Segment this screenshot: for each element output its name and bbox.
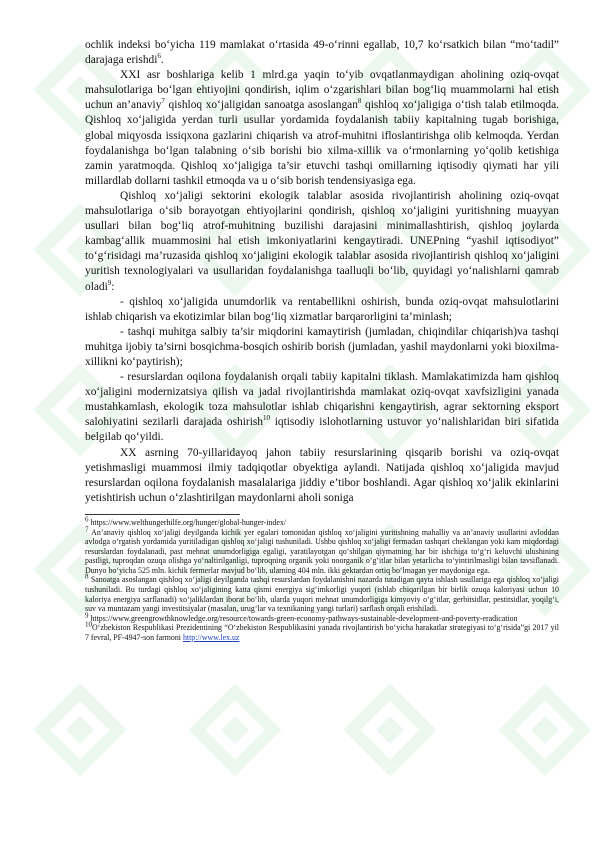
body-paragraph (85, 325, 559, 370)
footnote-item (85, 611, 559, 624)
text-run: XX asrning 70-yillaridayoq jahon tabiiy resurslarining qisqarib borishi va oziq-ovqat yetishmasligi muammosi ilmiy tadqiqotlar obyektiga aylandi. Natijada qishloq xo‘jaligida mavjud resurslardan oqilona foydalanish masalalariga jiddiy e’tibor boshlandi. Agar qishloq xo‘jalik ekinlarini yetishtirish uchun o‘zlashtirilgan maydonlarni aholi soniga (85, 446, 559, 504)
footnote-ref: 7 (161, 97, 165, 106)
text-run: XXI asr boshlariga kelib 1 mlrd.ga yaqin to‘yib ovqatlanmaydigan aholining oziq-ovqat mahsulotlariga bo‘lgan ehtiyojini qondirish, iqlim o‘zgarishlari bilan bog‘liq muammolarni hal etish uchun an’anaviy (85, 69, 559, 112)
footnote-separator (85, 514, 240, 515)
body-paragraph (85, 68, 559, 189)
body-paragraph (85, 295, 559, 325)
footnote-ref: 6 (157, 52, 161, 61)
text-run: Qishloq xo‘jaligi sektorini ekologik talablar asosida rivojlantirish aholining oziq-ovqat mahsulotlariga o‘sib borayotgan ehtiyojlarini qondirish, qishloq xo‘jaligini yuritishning muayyan usullari bilan bog‘liq atrof-muhitning buzilishi darajasini minimallashtirish, qishloq joylarda kambag‘allik muammosini hal etish imkoniyatlarini kengaytiradi. UNEPning “yashil iqtisodiyot” to‘g‘risidagi ma’ruzasida qishloq xo‘jaligini ekologik talablar asosida rivojlantirish qishloq xo‘jaligini yuritish texnologiyalari va usullaridan foydalanishga taalluqli bo‘lib, quyidagi yo‘nalishlarni qamrab oladi (85, 189, 559, 293)
text-run: An’anaviy qishloq xo‘jaligi deyilganda kichik yer egalari tomonidan qishloq xo‘jaligini yuritishning mahalliy va an’anaviy usullarini avloddan avlodga o‘rgatish yordamida yuritiladigan qishloq xo‘jaligi tushuniladi. Ushbu qishloq xo‘jaligi fermadan tashqari cheklangan yoki kam miqdordagi resurslardan foydalanadi, past mehnat unumdorligiga egaligi, yaratilayotgan qo‘shilgan qiymatning har bir ishchiga to‘g‘ri keluvchi ulushining pastligi, tuproqdan ozuqa olishga yo‘naltirilganligi, tuproqning organik yoki noorganik o‘g‘itlar bilan yetarlicha to‘yintirilmasligi bilan tavsiflanadi. Dunyo bo‘yicha 525 mln. kichik fermerlar mavjud bo‘lib, ularning 404 mln. ikki gektardan ortiq bo‘lmagan yer maydoniga ega. (85, 527, 559, 575)
body-paragraph (85, 38, 559, 68)
footnote-link[interactable]: http://www.lex.uz (182, 633, 240, 643)
body-paragraph (85, 370, 559, 445)
text-run: : (111, 280, 115, 293)
text-run: https://www.welthungerhilfe.org/hunger/global-hunger-index/ (88, 517, 287, 527)
text-run: - resurslardan oqilona foydalanish orqali tabiiy kapitalni tiklash. Mamlakatimizda ham qishloq xo‘jaligini modernizatsiya qilish va jadal rivojlantirishda mamlakat oziq-ovqat xavfsizligini yanada mustahkamlash, ekologik toza mahsulotlar ishlab chiqarishni kengaytirish, agrar sektorning eksport salohiyatini sezilarli darajada oshirish (85, 371, 559, 429)
text-run: . (160, 54, 164, 67)
footnote-ref: 8 (85, 572, 89, 581)
footnote-ref: 8 (357, 97, 362, 106)
body-paragraph (85, 189, 559, 295)
body-text (85, 38, 559, 506)
footnote-item (85, 572, 559, 614)
text-run: qishloq xo‘jaligiga o‘tish talab etilmoqda. Qishloq xo‘jaligida yerdan turli usullar yordamida foydalanish tabiiy kapitalning tugab borishiga, global miqyosda issiqxona gazlarini chiqarish va atrof-muhitni ifloslantirishga olib kelmoqda. Yerdan foydalanishga bo‘lgan talabning o‘sib borishi bio xilma-xillik va o‘rmonlarning yo‘qolib ketishiga zamin yaratmoqda. Qishloq xo‘jaligiga ta’sir etuvchi tashqi omillarning iqtisodiy qiymati har yili millardlab dollarni tashkil etmoqda va u o‘sib borish tendensiyasiga ega. (85, 99, 559, 187)
footnote-ref: 9 (85, 611, 89, 620)
watermark-mark (352, 692, 428, 768)
watermark-mark (42, 692, 118, 768)
watermark-mark (197, 692, 273, 768)
footnote-ref: 7 (85, 524, 89, 533)
footnote-ref: 9 (107, 278, 112, 287)
footnote-ref: 10 (85, 620, 92, 629)
text-run: iqtisodiy islohotlarning ustuvor yo‘nalishlaridan biri sifatida belgilab qo‘yildi. (85, 416, 559, 444)
footnotes (85, 515, 559, 643)
body-paragraph (85, 446, 559, 506)
text-run: ochlik indeksi bo‘yicha 119 mamlakat o‘rtasida 49-o‘rinni egallab, 10,7 ko‘rsatkich bilan “mo‘tadil” darajaga erishdi (85, 39, 559, 67)
footnote-item (85, 524, 559, 576)
footnote-ref: 6 (85, 515, 89, 524)
document-page (85, 38, 559, 643)
footnote-ref: 10 (263, 414, 270, 423)
text-run: qishloq xo‘jaligidan sanoatga asoslangan (164, 99, 358, 112)
text-run: - tashqi muhitga salbiy ta’sir miqdorini kamaytirish (jumladan, chiqindilar chiqarish)va tashqi muhitga ijobiy ta’sirni bosqichma-bosqich oshirib borish (jumladan, yashil maydonlarni yoki bioxilma-xillikni ko‘paytirish); (85, 325, 559, 368)
watermark-mark (507, 692, 583, 768)
text-run: - qishloq xo‘jaligida unumdorlik va rentabellikni oshirish, bunda oziq-ovqat mahsulotlarini ishlab chiqarish va ekotizimlar bilan bog‘liq xizmatlar barqarorligini ta’minlash; (85, 295, 559, 323)
text-run: Sanoatga asoslangan qishloq xo‘jaligi deyilganda tashqi resurslardan foydalanishni nazarda tutadigan qayta ishlash usullariga ega qishloq xo‘jaligi tushuniladi. Bu turdagi qishloq xo‘jaligining katta qismi energiya sig‘imkorligi yuqori (ishlab chiqarilgan bir birlik ozuqa kaloriyasi uchun 10 kaloriya energiya sarflanadi) xo‘jaliklardan iborat bo‘lib, ularda yuqori mehnat unumdorligiga kimyoviy o‘g‘itlar, gerbitsidlar, pestitsidlar, yoqilg‘i, suv va muntazam yangi investitsiyalar (masalan, urug‘lar va texnikaning yangi turlari) sarflash orqali erishiladi. (85, 575, 559, 614)
footnote-item (85, 515, 559, 528)
footnote-item (85, 620, 559, 643)
text-run: https://www.greengrowthknowledge.org/resource/towards-green-economy-pathways-sustainable-development-and-poverty-eradication (88, 613, 518, 623)
text-run: O‘zbekiston Respublikasi Prezidentining “O‘zbekiston Respublikasini yanada rivojlantirish bo‘yicha harakatlar strategiyasi to‘g‘risida”gi 2017 yil 7 fevral, PF-4947-son farmoni (85, 623, 559, 643)
